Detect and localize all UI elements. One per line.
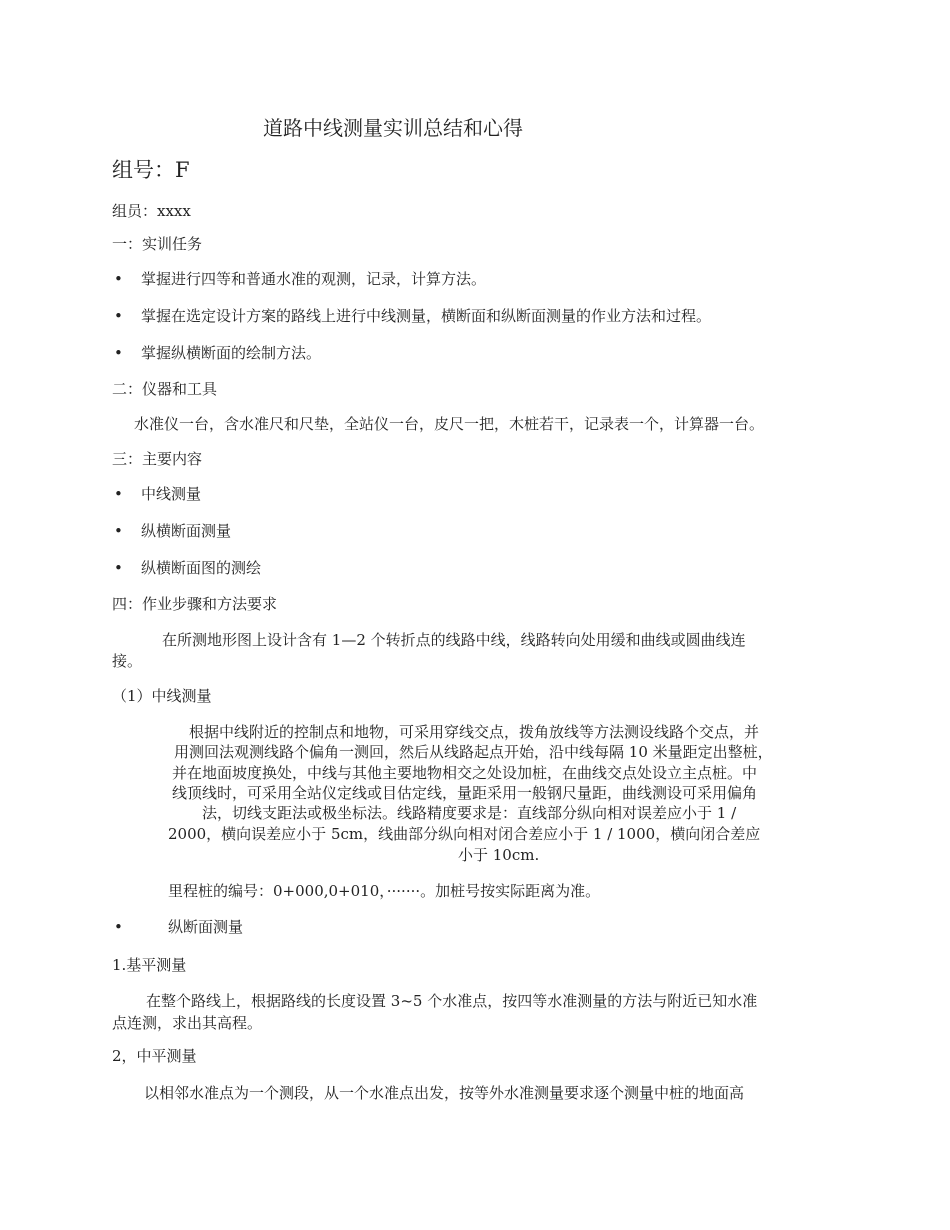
section-heading-tools: 二：仪器和工具 <box>112 380 218 398</box>
bullet: • <box>114 344 123 362</box>
centerline-paragraph-line: 用测回法观测线路个偏角一测回，然后从线路起点开始，沿中线每隔 10 米量距定出整桩， <box>174 743 773 761</box>
section-heading-tasks: 一：实训任务 <box>112 235 203 253</box>
centerline-paragraph-line: 并在地面坡度换处，中线与其他主要地物相交之处设加桩，在曲线交点处设立主点桩。中 <box>172 764 758 782</box>
bullet: • <box>114 270 123 288</box>
steps-intro-line: 在所测地形图上设计含有 1—2 个转折点的线路中线，线路转向处用缓和曲线或圆曲线连 <box>162 631 746 649</box>
content-item: 纵横断面测量 <box>141 522 232 540</box>
centerline-paragraph-line: 根据中线附近的控制点和地物，可采用穿线交点，拨角放线等方法测设线路个交点，并 <box>189 723 760 741</box>
task-item: 掌握纵横断面的绘制方法。 <box>141 344 322 362</box>
steps-intro-line: 接。 <box>112 652 143 670</box>
group-members: 组员：xxxx <box>112 202 191 220</box>
bullet: • <box>114 307 123 325</box>
section-heading-steps: 四：作业步骤和方法要求 <box>112 595 278 613</box>
centerline-paragraph-line: 线顶线时，可采用全站仪定线或目估定线，量距采用一般钢尺量距，曲线测设可采用偏角 <box>172 784 758 802</box>
centerline-paragraph-line: 2000，横向误差应小于 5cm，线曲部分纵向相对闭合差应小于 1 / 1000，横向闭合差应 <box>168 825 761 843</box>
task-item: 掌握在选定设计方案的路线上进行中线测量，横断面和纵断面测量的作业方法和过程。 <box>141 307 712 325</box>
centerline-paragraph-line: 法，切线支距法或极坐标法。线路精度要求是：直线部分纵向相对误差应小于 1 / <box>202 804 737 822</box>
subsection-heading-centerline: （1）中线测量 <box>112 687 212 705</box>
section-heading-content: 三：主要内容 <box>112 450 203 468</box>
group-number: 组号：F <box>112 158 190 182</box>
content-item: 中线测量 <box>141 485 202 503</box>
benchmark-heading: 1.基平测量 <box>112 956 187 974</box>
bullet: • <box>114 522 123 540</box>
centerline-paragraph-line: 小于 10cm. <box>458 846 540 864</box>
bullet: • <box>114 918 123 936</box>
document-title: 道路中线测量实训总结和心得 <box>263 116 523 140</box>
content-item: 纵横断面图的测绘 <box>141 559 262 577</box>
bullet: • <box>114 485 123 503</box>
subsection-heading-profile: 纵断面测量 <box>168 918 244 936</box>
stake-numbering-text: 里程桩的编号：0+000,0+010，·······。加桩号按实际距离为准。 <box>168 882 601 900</box>
middle-leveling-heading: 2，中平测量 <box>112 1047 197 1065</box>
benchmark-text-line: 在整个路线上，根据路线的长度设置 3~5 个水准点，按四等水准测量的方法与附近已知水准 <box>146 992 758 1010</box>
bullet: • <box>114 559 123 577</box>
middle-leveling-text-line: 以相邻水准点为一个测段，从一个水准点出发，按等外水准测量要求逐个测量中桩的地面高 <box>144 1084 745 1102</box>
benchmark-text-line: 点连测，求出其高程。 <box>112 1014 263 1032</box>
task-item: 掌握进行四等和普通水准的观测，记录，计算方法。 <box>141 270 487 288</box>
tools-text: 水准仪一台，含水准尺和尺垫，全站仪一台，皮尺一把，木桩若干，记录表一个，计算器一台。 <box>134 415 765 433</box>
